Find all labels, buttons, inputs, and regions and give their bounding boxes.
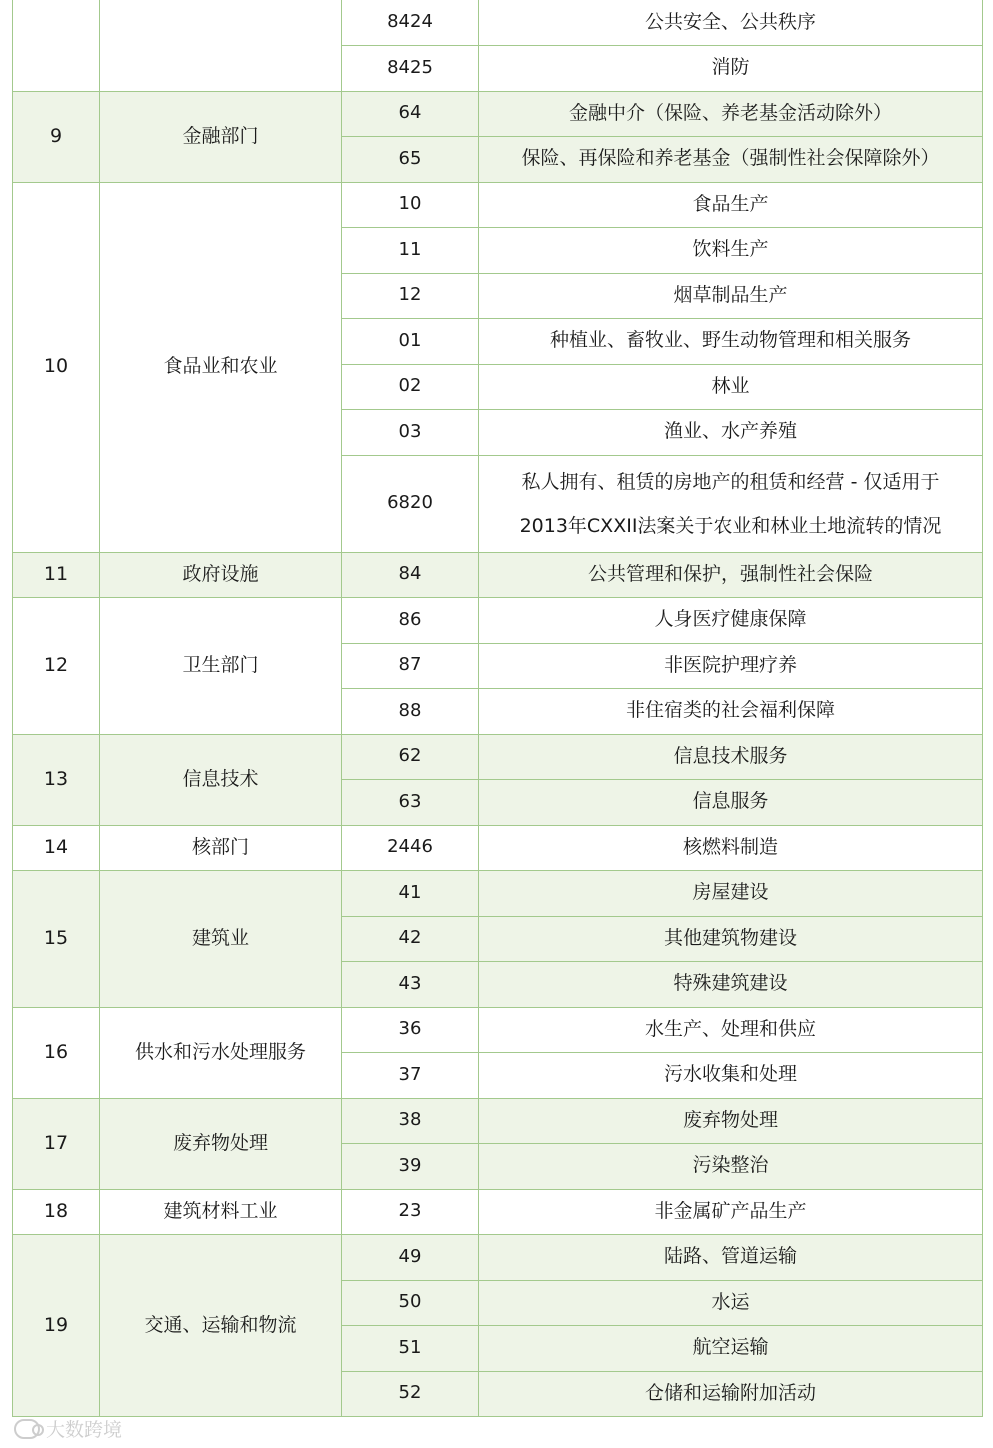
description-cell: 渔业、水产养殖 xyxy=(479,410,983,456)
table-row xyxy=(13,1189,983,1235)
description-cell: 信息技术服务 xyxy=(479,734,983,780)
sector-name-cell: 核部门 xyxy=(100,825,342,871)
description-cell: 陆路、管道运输 xyxy=(479,1235,983,1281)
description-cell xyxy=(479,455,983,552)
sector-number-cell: 12 xyxy=(13,598,100,735)
table-row xyxy=(13,1098,983,1144)
group-building-materials xyxy=(13,1189,983,1235)
code-cell: 86 xyxy=(342,598,479,644)
table-row xyxy=(13,1235,983,1281)
group-water xyxy=(13,1007,983,1098)
code-cell: 01 xyxy=(342,319,479,365)
table-row xyxy=(13,182,983,228)
code-cell: 63 xyxy=(342,780,479,826)
table-row xyxy=(13,0,983,46)
code-cell: 41 xyxy=(342,871,479,917)
code-cell: 02 xyxy=(342,364,479,410)
description-cell: 种植业、畜牧业、野生动物管理和相关服务 xyxy=(479,319,983,365)
group-it xyxy=(13,734,983,825)
sector-number-cell xyxy=(13,0,100,91)
sector-number-cell: 18 xyxy=(13,1189,100,1235)
description-cell: 水生产、处理和供应 xyxy=(479,1007,983,1053)
code-cell: 88 xyxy=(342,689,479,735)
code-cell: 42 xyxy=(342,916,479,962)
code-cell: 6820 xyxy=(342,455,479,552)
code-cell: 8424 xyxy=(342,0,479,46)
code-cell: 36 xyxy=(342,1007,479,1053)
code-cell: 52 xyxy=(342,1371,479,1417)
code-cell: 39 xyxy=(342,1144,479,1190)
group-food-agriculture xyxy=(13,182,983,552)
sector-name-cell xyxy=(100,0,342,91)
group-government xyxy=(13,552,983,598)
code-cell: 87 xyxy=(342,643,479,689)
code-cell: 10 xyxy=(342,182,479,228)
code-cell: 8425 xyxy=(342,46,479,92)
description-cell: 饮料生产 xyxy=(479,228,983,274)
group-finance xyxy=(13,91,983,182)
description-cell: 非住宿类的社会福利保障 xyxy=(479,689,983,735)
description-cell: 特殊建筑建设 xyxy=(479,962,983,1008)
group-health xyxy=(13,598,983,735)
description-cell: 信息服务 xyxy=(479,780,983,826)
description-cell: 消防 xyxy=(479,46,983,92)
sector-number-cell: 15 xyxy=(13,871,100,1008)
description-cell: 公共管理和保护，强制性社会保险 xyxy=(479,552,983,598)
code-cell: 62 xyxy=(342,734,479,780)
description-cell: 仓储和运输附加活动 xyxy=(479,1371,983,1417)
sector-number-cell: 13 xyxy=(13,734,100,825)
table-row xyxy=(13,598,983,644)
code-cell: 50 xyxy=(342,1280,479,1326)
table-row xyxy=(13,1007,983,1053)
sector-number-cell: 14 xyxy=(13,825,100,871)
group-nuclear xyxy=(13,825,983,871)
description-cell: 其他建筑物建设 xyxy=(479,916,983,962)
code-cell: 11 xyxy=(342,228,479,274)
code-cell: 12 xyxy=(342,273,479,319)
code-cell: 51 xyxy=(342,1326,479,1372)
description-cell: 核燃料制造 xyxy=(479,825,983,871)
sector-name-cell: 卫生部门 xyxy=(100,598,342,735)
group-construction xyxy=(13,871,983,1008)
description-cell: 污水收集和处理 xyxy=(479,1053,983,1099)
description-cell: 污染整治 xyxy=(479,1144,983,1190)
sector-number-cell: 16 xyxy=(13,1007,100,1098)
description-cell: 房屋建设 xyxy=(479,871,983,917)
code-cell: 43 xyxy=(342,962,479,1008)
description-cell: 金融中介（保险、养老基金活动除外） xyxy=(479,91,983,137)
description-cell: 食品生产 xyxy=(479,182,983,228)
group-transport xyxy=(13,1235,983,1417)
watermark-text: 大数跨境 xyxy=(46,1419,123,1441)
sector-name-cell: 政府设施 xyxy=(100,552,342,598)
sector-name-cell: 金融部门 xyxy=(100,91,342,182)
code-cell: 37 xyxy=(342,1053,479,1099)
code-cell: 64 xyxy=(342,91,479,137)
description-cell: 航空运输 xyxy=(479,1326,983,1372)
watermark xyxy=(14,1415,122,1442)
description-line: 2013年CXXII法案关于农业和林业土地流转的情况 xyxy=(519,514,942,537)
description-line: 私人拥有、租赁的房地产的租赁和经营 - 仅适用于 xyxy=(521,470,940,493)
sector-name-cell: 建筑材料工业 xyxy=(100,1189,342,1235)
code-cell: 84 xyxy=(342,552,479,598)
sector-number-cell: 10 xyxy=(13,182,100,552)
description-cell: 废弃物处理 xyxy=(479,1098,983,1144)
sector-number-cell: 19 xyxy=(13,1235,100,1417)
description-cell: 保险、再保险和养老基金（强制性社会保障除外） xyxy=(479,137,983,183)
sector-name-cell: 供水和污水处理服务 xyxy=(100,1007,342,1098)
sector-name-cell: 食品业和农业 xyxy=(100,182,342,552)
sector-name-cell: 信息技术 xyxy=(100,734,342,825)
sector-name-cell: 交通、运输和物流 xyxy=(100,1235,342,1417)
description-cell: 林业 xyxy=(479,364,983,410)
sector-name-cell: 建筑业 xyxy=(100,871,342,1008)
code-cell: 38 xyxy=(342,1098,479,1144)
sector-number-cell: 17 xyxy=(13,1098,100,1189)
table-row xyxy=(13,871,983,917)
description-cell: 非金属矿产品生产 xyxy=(479,1189,983,1235)
table-row xyxy=(13,825,983,871)
group-waste xyxy=(13,1098,983,1189)
description-cell: 水运 xyxy=(479,1280,983,1326)
chat-bubble-logo-icon xyxy=(14,1419,40,1439)
table-row xyxy=(13,91,983,137)
sector-number-cell: 11 xyxy=(13,552,100,598)
code-cell: 65 xyxy=(342,137,479,183)
code-cell: 2446 xyxy=(342,825,479,871)
description-cell: 烟草制品生产 xyxy=(479,273,983,319)
sector-name-cell: 废弃物处理 xyxy=(100,1098,342,1189)
description-cell: 非医院护理疗养 xyxy=(479,643,983,689)
code-cell: 23 xyxy=(342,1189,479,1235)
group-continued xyxy=(13,0,983,91)
code-cell: 49 xyxy=(342,1235,479,1281)
table-row xyxy=(13,552,983,598)
description-cell: 人身医疗健康保障 xyxy=(479,598,983,644)
sector-code-table xyxy=(12,0,983,1417)
table-row xyxy=(13,734,983,780)
description-cell: 公共安全、公共秩序 xyxy=(479,0,983,46)
sector-number-cell: 9 xyxy=(13,91,100,182)
code-cell: 03 xyxy=(342,410,479,456)
